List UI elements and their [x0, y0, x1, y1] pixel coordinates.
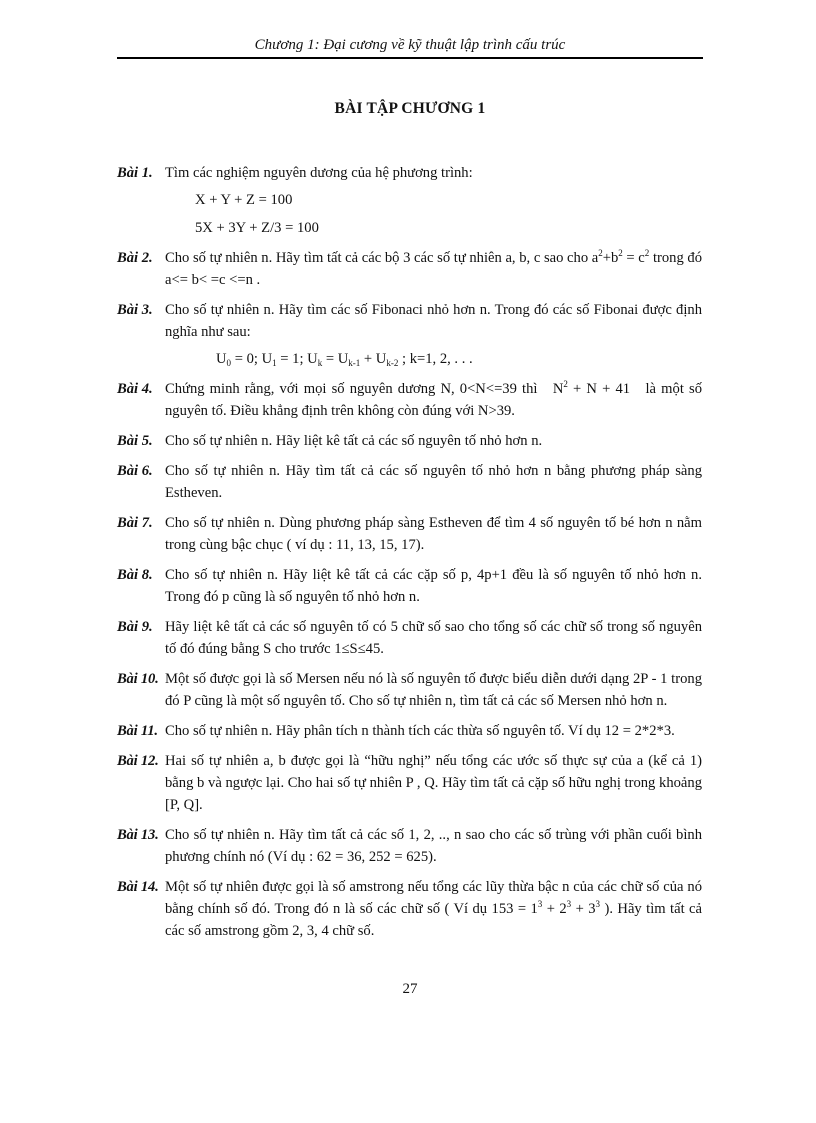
exercise-3	[117, 299, 702, 370]
equation: 5X + 3Y + Z/3 = 100	[195, 220, 319, 236]
fibonacci-formula: $U_0 = 0$; $U_1 = 1$; $U_k = U_{k-1} + U_{k-2}$ ; k=1, 2, . . .	[216, 351, 473, 368]
exercise-11	[117, 720, 702, 742]
exercise-label: Bài 3.	[117, 302, 153, 318]
exercise-text: Tìm các nghiệm nguyên dương của hệ phương trình:	[165, 165, 473, 181]
exercise-text: Một số được gọi là số Mersen nếu nó là số nguyên tố được biểu diễn dưới dạng 2P - 1 trong đó P cũng là một số nguyên tố. Cho số tự nhiên n, tìm tất cả các số Mersen nhỏ hơn n.	[165, 671, 702, 709]
equation-system	[195, 189, 702, 239]
exercise-text: Cho số tự nhiên n. Hãy liệt kê tất cả các cặp số p, 4p+1 đều là số nguyên tố nhỏ hơn n. Trong đó p cũng là số nguyên tố nhỏ hơn n.	[165, 567, 702, 605]
exercise-text: Một số tự nhiên được gọi là số amstrong nếu tổng các lũy thừa bậc n của các chữ số của nó bằng chính số đó. Trong đó n là số các chữ số ( Ví dụ 153 = 1	[165, 879, 702, 917]
exercise-label: Bài 7.	[117, 515, 153, 531]
exercise-text: Cho số tự nhiên n. Dùng phương pháp sàng Estheven để tìm 4 số nguyên tố bé hơn n nằm trong cùng bậc chục ( ví dụ : 11, 13, 15, 17).	[165, 515, 702, 553]
exercise-label: Bài 4.	[117, 381, 153, 397]
exercise-label: Bài 10.	[117, 671, 159, 687]
running-header: Chương 1: Đại cương về kỹ thuật lập trình cấu trúc	[254, 37, 566, 53]
exercise-5	[117, 430, 702, 452]
exercise-13	[117, 824, 702, 868]
exercise-1	[117, 162, 702, 239]
equation: X + Y + Z = 100	[195, 192, 293, 208]
exercise-12	[117, 750, 702, 816]
exercise-text-tail: ). Hãy tìm tất cả các số amstrong gồm 2, 3, 4 chữ số.	[165, 901, 703, 939]
exercise-label: Bài 1.	[117, 165, 153, 181]
exercise-label: Bài 9.	[117, 619, 153, 635]
exercise-10	[117, 668, 702, 712]
exercise-label: Bài 6.	[117, 463, 153, 479]
exercise-label: Bài 12.	[117, 753, 159, 769]
exercise-text: Cho số tự nhiên n. Hãy tìm các số Fibonaci nhỏ hơn n. Trong đó các số Fibonai được định nghĩa như sau:	[165, 302, 702, 340]
page-number: 27	[402, 981, 418, 997]
header-rule	[117, 57, 703, 59]
exercise-label: Bài 8.	[117, 567, 153, 583]
exercise-text: Cho số tự nhiên n. Hãy liệt kê tất cả các số nguyên tố nhỏ hơn n.	[165, 433, 543, 449]
exercise-list	[117, 162, 702, 950]
exercise-text: Hãy liệt kê tất cả các số nguyên tố có 5 chữ số sao cho tổng số các chữ số trong số nguyên tố đó đúng bằng S cho trước 1≤S≤45.	[165, 619, 702, 657]
exercise-2: Bài 2. Cho số tự nhiên n. Hãy tìm tất cả các bộ 3 các số tự nhiên a, b, c sao cho $a^2+b^2 = c^2$ trong đó a<= b< =c <=n .	[117, 248, 703, 288]
exercise-text: Cho số tự nhiên n. Hãy tìm tất cả các số 1, 2, .., n sao cho các số trùng với phần cuối bình phương chính nó (Ví dụ : 62 = 36, 252 = 625).	[165, 827, 702, 865]
exercise-text-tail: trong đó a<= b< =c <=n .	[165, 250, 703, 288]
exercise-text-tail: là một số nguyên tố. Điều khẳng định trên không còn đúng với N>39.	[165, 381, 702, 419]
exercise-text: Cho số tự nhiên n. Hãy tìm tất cả các bộ 3 các số tự nhiên a, b, c sao cho a	[165, 250, 599, 266]
exercise-label: Bài 13.	[117, 827, 159, 843]
exercise-text: Cho số tự nhiên n. Hãy tìm tất cả các số nguyên tố nhỏ hơn n bằng phương pháp sàng Estheven.	[165, 463, 702, 501]
exercise-8	[117, 564, 702, 608]
exercise-text: Cho số tự nhiên n. Hãy phân tích n thành tích các thừa số nguyên tố. Ví dụ 12 = 2*2*3.	[165, 723, 675, 739]
exercise-14: Bài 14. Một số tự nhiên được gọi là số amstrong nếu tổng các lũy thừa bậc n của các chữ số của nó bằng chính số đó. Trong đó n là số các chữ số ( Ví dụ $153 = 1^3 + 2^3 + 3^3$ ). Hãy tìm tất cả các số amstrong gồm 2, 3, 4 chữ số.	[117, 876, 702, 942]
exercise-text: Hai số tự nhiên a, b được gọi là “hữu nghị” nếu tổng các ước số thực sự của a (kể cả 1) bằng b và ngược lại. Cho hai số tự nhiên P , Q. Hãy tìm tất cả cặp số hữu nghị trong khoảng [P, Q].	[165, 753, 702, 813]
page-title: BÀI TẬP CHƯƠNG 1	[334, 100, 486, 117]
exercise-7	[117, 512, 702, 556]
exercise-label: Bài 5.	[117, 433, 153, 449]
exercise-6	[117, 460, 702, 504]
exercise-4: Bài 4. Chứng minh rằng, với mọi số nguyên dương N, 0<N<=39 thì $N^2 + N + 41$ là một số nguyên tố. Điều khẳng định trên không còn đúng với N>39.	[117, 379, 702, 419]
exercise-label: Bài 2.	[117, 250, 153, 266]
exercise-label: Bài 11.	[117, 723, 158, 739]
exercise-label: Bài 14.	[117, 879, 159, 895]
exercise-text: Chứng minh rằng, với mọi số nguyên dương N, 0<N<=39 thì	[165, 381, 538, 397]
exercise-9	[117, 616, 702, 660]
